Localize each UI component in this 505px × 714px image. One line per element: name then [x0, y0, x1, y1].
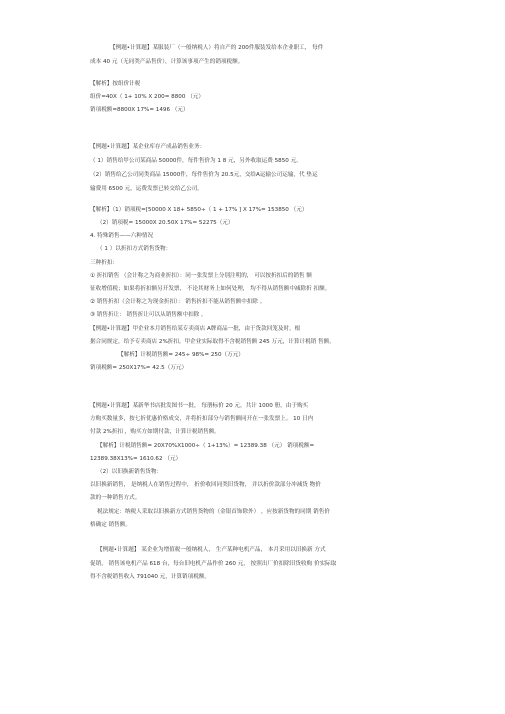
- example-4-question: 方购买数量多，按七折优惠价格成交，并将折扣部分与销售额同开在一张发票上。 10 日内: [90, 416, 314, 422]
- example-2-answer-line: （2）销项税= 15000X 20.50X 17%= 52275（元）: [97, 220, 234, 226]
- list-item: ② 销售折扣（会计称之为现金折扣）： 销售折扣不能从销售额中扣除 。: [90, 299, 266, 305]
- example-5-question: 促销， 销售该电机产品 618 台，每台旧电机产品作价 260 元， 按照出厂价扣除旧货收购 价实际取: [90, 561, 337, 567]
- example-4-title: 【例题•计算题】某新华书店批发图书一批， 每册标价 20 元，共计 1000 册，由于购买: [90, 403, 309, 409]
- list-item-continued: 征收增值税；如果将折扣额另开发票， 不论其财务上如何处理， 均不得从销售额中减除折 扣额。: [90, 286, 331, 292]
- example-2-answer-line: 【解析】（1）销项税=[50000 X 18+ 5850÷（ 1 + 17% ] X 17%= 153850 （元）: [90, 207, 308, 213]
- example-4-answer-line: 【解析】计税销售额= 20X70%X1000÷（ 1+13%）= 12389.38 （元） 销项税额=: [97, 443, 315, 449]
- example-3-title: 【例题•计算题】甲企业本月销售给某专卖商店 A牌商品一批，由于货款回笼及时，根: [90, 326, 301, 332]
- example-5-question: 得不含税销售收入 791040 元，计算销项税额。: [90, 574, 211, 580]
- example-3-answer-line: 销项税额= 250X17%= 42.5（万元）: [90, 365, 188, 371]
- list-item: ① 折扣销售 （会计称之为商业折扣）：同一张发票上分别注明的， 可以按折扣后的销售 额: [90, 273, 312, 279]
- example-1-answer-line: 销项税额=8800X 17%= 1496 （元）: [90, 107, 189, 113]
- example-2-question: （ 1）销售给甲公司某商品 50000件，每件售价为 1 8 元，另外收取运费 5850 元。: [90, 158, 302, 164]
- example-1-answer-line: 组价=40X（ 1+ 10% X 200= 8800 （元）: [90, 94, 204, 100]
- example-2-question: 输费用 6500 元，运费发票已转交给乙公司。: [90, 186, 203, 192]
- example-3-question: 据合同规定，给予专卖商店 2%折扣，甲企业实际取得不含税销售额 245 万元，计算计税销 售额。: [90, 339, 335, 345]
- paragraph-continued: 款的一种销售方式。: [90, 495, 141, 501]
- example-2-question: （2）销售给乙公司同类商品 15000件，每件售价为 20.5元，交给A运输公司运输，代 垫运: [90, 172, 318, 178]
- paragraph: 以旧换新销售， 是纳税人在销售过程中， 折价收回同类旧货物， 并以折价款部分冲减货 物价: [90, 482, 321, 488]
- paragraph: 三种折扣：: [90, 260, 118, 266]
- example-5-title: 【例题•计算题】 某企业为增值税一般纳税人， 生产某种电机产品， 本月采用以旧换新 方式: [97, 547, 326, 553]
- example-1-question: 成本 40 元（无同类产品售价），计算该事项产生的销项税额。: [90, 59, 244, 65]
- example-4-question: 付款 2%折扣 ，购买方如期付款，计算计税销售额。: [90, 429, 220, 435]
- list-item: ③ 销售折让： 销售折让可以从销售额中扣除 。: [90, 312, 207, 318]
- subsection-heading: （ 1 ）以折扣方式销售货物：: [97, 246, 172, 252]
- example-3-answer-line: 【解析】计税销售额= 245÷ 98%= 250（万元）: [118, 352, 244, 358]
- paragraph-continued: 格确定 销售额。: [90, 522, 131, 528]
- example-1-answer-label: 【解析】按组价计税: [90, 81, 141, 87]
- example-2-title: 【例题•计算题】某企业库存产成品销售业务：: [90, 144, 206, 150]
- section-heading: 4. 特殊销售——六种情况: [90, 233, 154, 239]
- example-4-answer-line: 12389.38X13%= 1610.62 （元）: [90, 456, 182, 462]
- paragraph: 税法规定：纳税人采取以旧换新方式销售货物的（金银首饰除外） ，应按新货物的同期 销售价: [97, 509, 330, 515]
- subsection-heading: （2）以旧换新销售货物：: [97, 469, 163, 475]
- example-1-title: 【例题•计算题】某服装厂（一般纳税人）将自产的 200件服装发给本企业职工， 每件: [110, 45, 324, 51]
